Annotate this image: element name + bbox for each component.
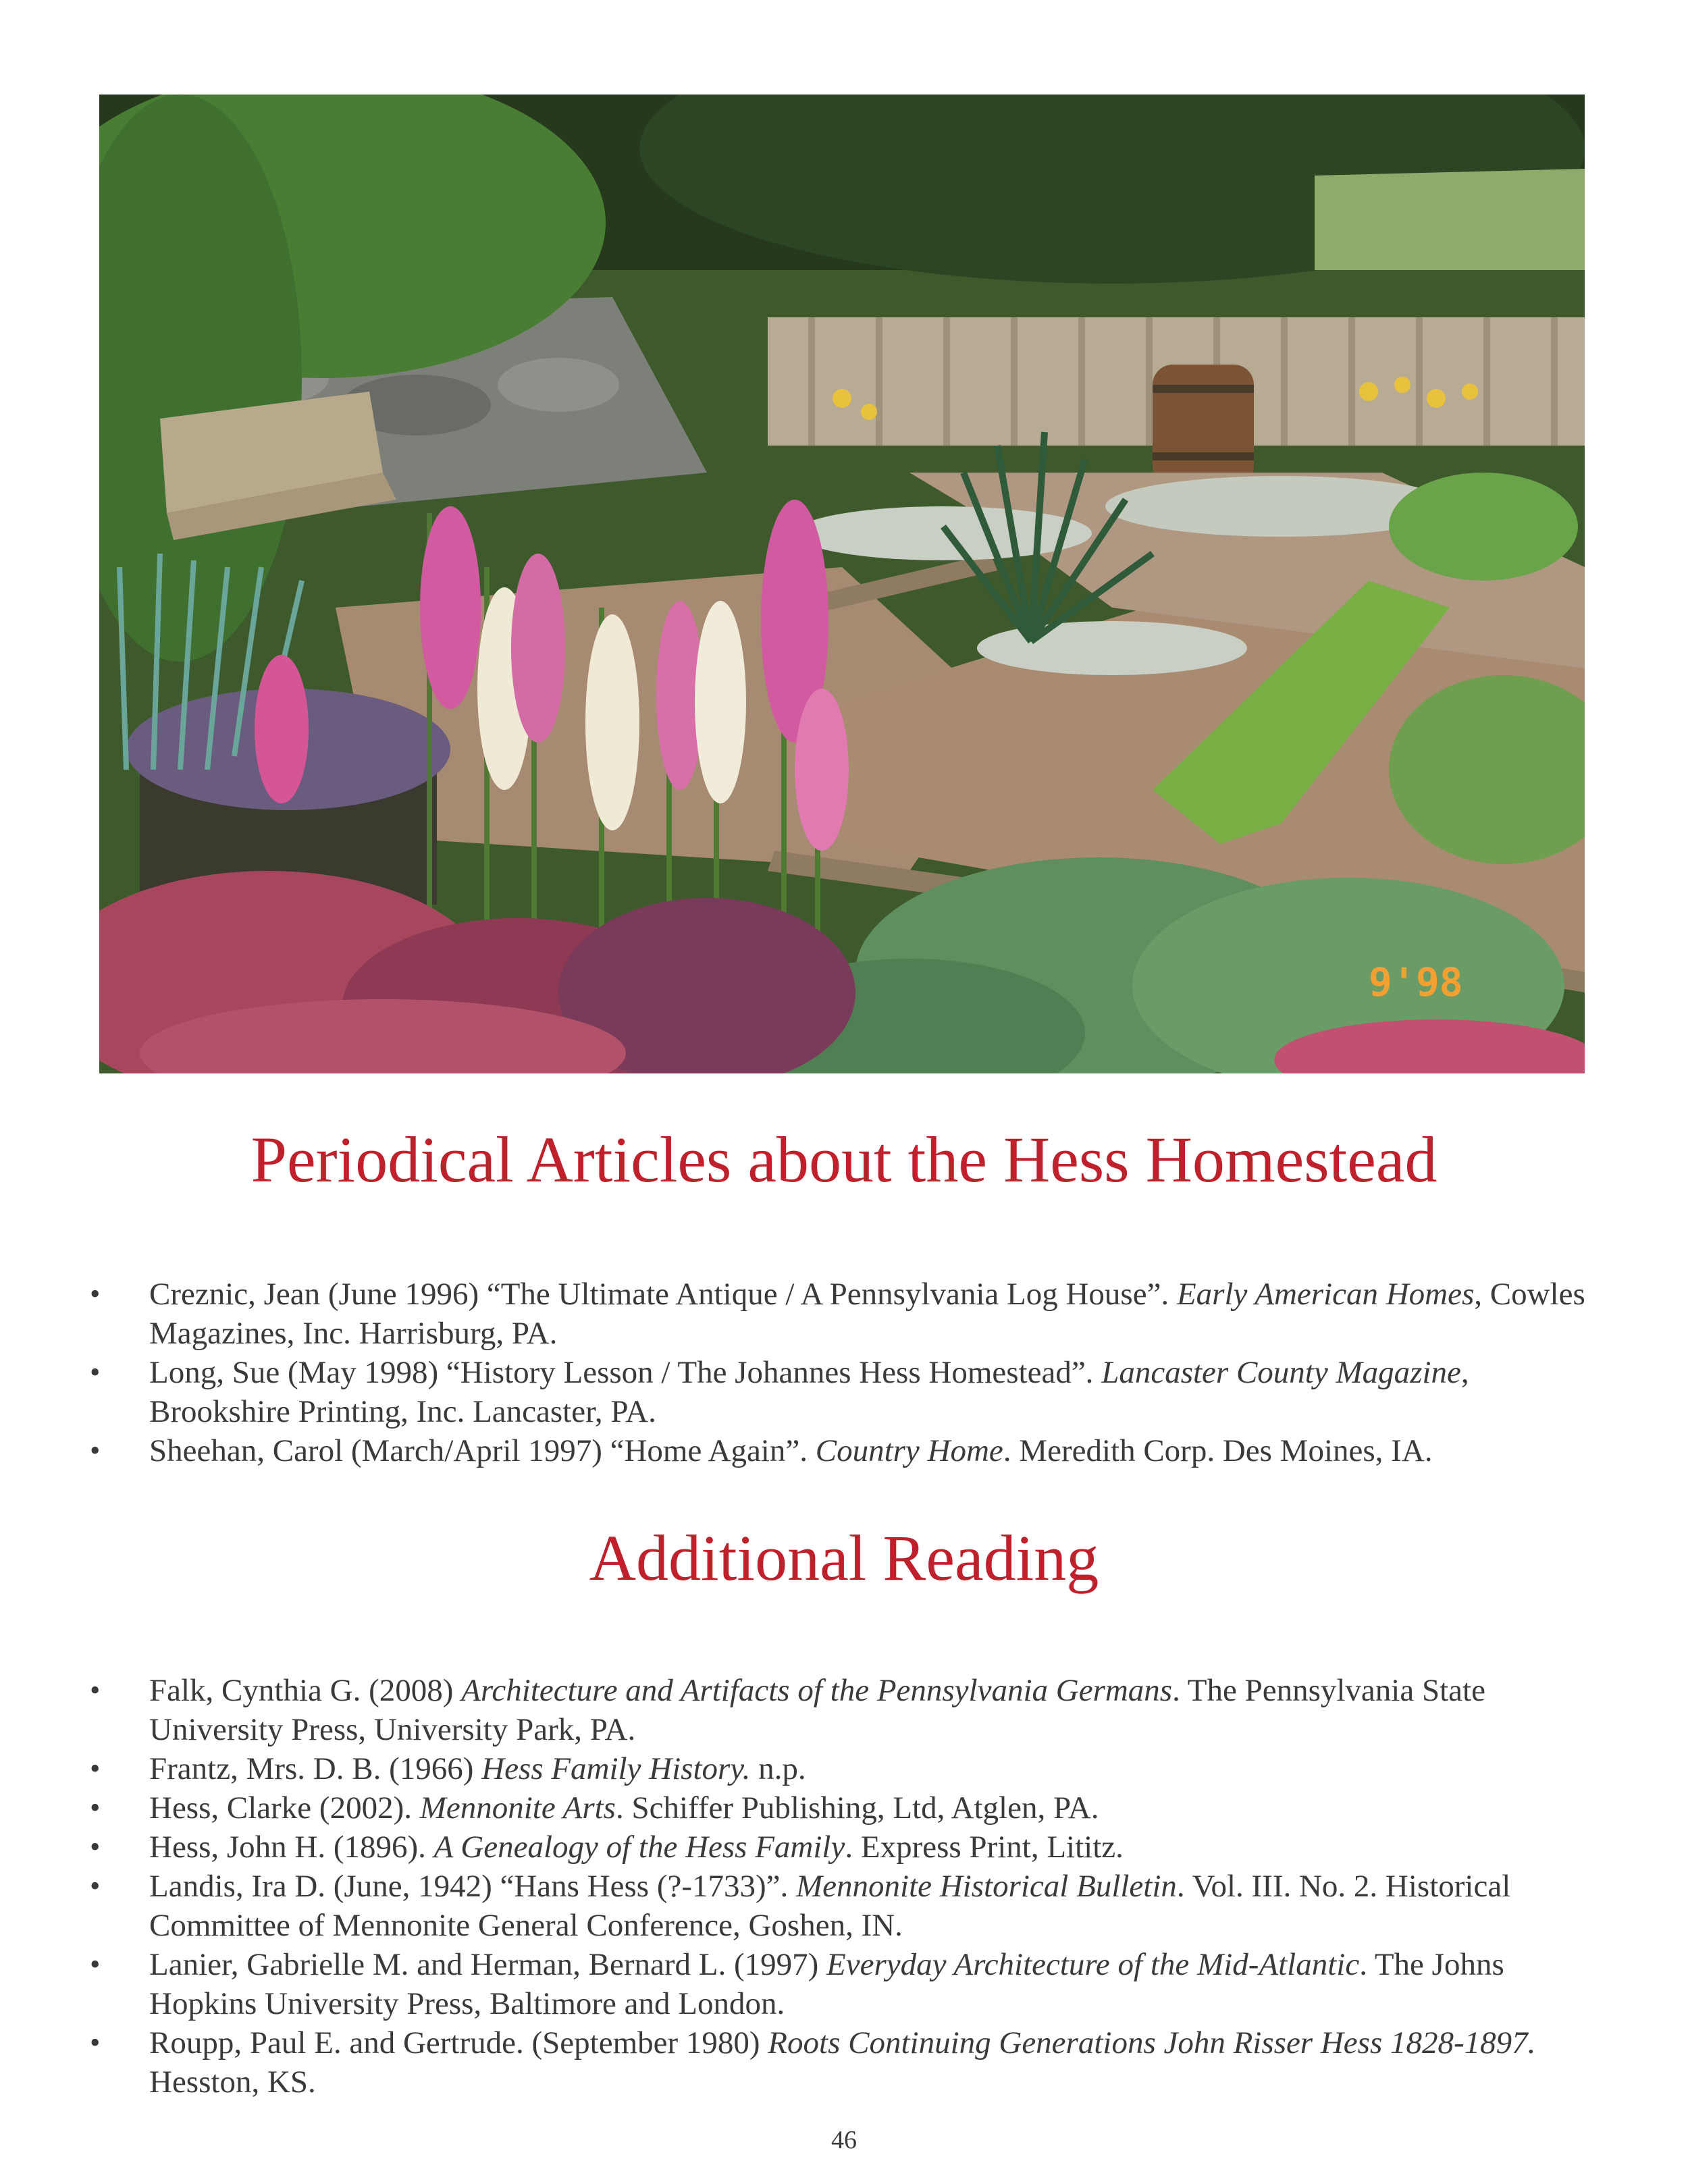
reference-author-and-date: Hess, Clarke (2002). [149, 1790, 420, 1826]
reference-publication-title: Lancaster County Magazine [1101, 1355, 1461, 1390]
reference-author-and-date: Roupp, Paul E. and Gertrude. (September 1980) [149, 2025, 768, 2060]
reference-publication-title: Architecture and Artifacts of the Pennsylvania Germans [461, 1673, 1173, 1708]
reference-publication-title: Mennonite Historical Bulletin [796, 1869, 1177, 1904]
reference-author-and-date: Lanier, Gabrielle M. and Herman, Bernard L. (1997) [149, 1947, 827, 1982]
reference-author-and-date: Hess, John H. (1896). [149, 1830, 434, 1865]
reference-item [0, 1828, 1688, 1867]
page-number: 46 [831, 2126, 857, 2154]
bullet-marker: • [90, 1752, 101, 1785]
bullet-marker: • [90, 1277, 101, 1310]
reference-publisher: . Vol. III. No. 2. Historical Committee of Mennonite General Conference, Goshen, IN. [149, 1869, 1511, 1943]
reference-publisher: . Express Print, Lititz. [845, 1830, 1124, 1865]
reference-item [0, 1945, 1688, 2023]
reference-publication-title: Roots Continuing Generations John Risser Hess 1828-1897. [768, 2025, 1536, 2060]
reference-publication-title: Hess Family History. [481, 1751, 751, 1786]
additional-reading-list [0, 1671, 1688, 2102]
reference-item [0, 1788, 1688, 1828]
reference-publisher: n.p. [750, 1751, 806, 1786]
garden-photo [99, 95, 1585, 1073]
reference-author-and-date: Landis, Ira D. (June, 1942) “Hans Hess (?-1733)”. [149, 1869, 796, 1904]
bullet-marker: • [90, 2026, 101, 2059]
reference-publisher: , Cowles Magazines, Inc. Harrisburg, PA. [149, 1277, 1585, 1351]
reference-publisher: . The Pennsylvania State University Press, University Park, PA. [149, 1673, 1485, 1747]
bullet-marker: • [90, 1356, 101, 1389]
periodicals-list [0, 1275, 1688, 1470]
reference-author-and-date: Frantz, Mrs. D. B. (1966) [149, 1751, 482, 1786]
reference-publisher: . The Johns Hopkins University Press, Baltimore and London. [149, 1947, 1504, 2021]
reference-item [0, 2023, 1688, 2102]
reference-publication-title: Country Home [815, 1433, 1003, 1468]
additional-reading-heading: Additional Reading [589, 1522, 1099, 1594]
reference-item [0, 1275, 1688, 1353]
reference-publisher: , Brookshire Printing, Inc. Lancaster, PA. [149, 1355, 1469, 1429]
garden-photo-illustration [99, 95, 1585, 1073]
bullet-marker: • [90, 1948, 101, 1981]
reference-publisher: . Meredith Corp. Des Moines, IA. [1003, 1433, 1433, 1468]
reference-publication-title: Everyday Architecture of the Mid-Atlantic [826, 1947, 1360, 1982]
reference-publisher: Hesston, KS. [149, 2065, 316, 2100]
reference-publication-title: Early American Homes [1176, 1277, 1475, 1312]
reference-publication-title: Mennonite Arts [419, 1790, 616, 1826]
reference-item [0, 1353, 1688, 1431]
bullet-marker: • [90, 1434, 101, 1467]
bullet-marker: • [90, 1791, 101, 1824]
reference-item [0, 1867, 1688, 1945]
reference-item [0, 1431, 1688, 1470]
reference-author-and-date: Falk, Cynthia G. (2008) [149, 1673, 462, 1708]
reference-author-and-date: Creznic, Jean (June 1996) “The Ultimate Antique / A Pennsylvania Log House”. [149, 1277, 1177, 1312]
periodicals-heading: Periodical Articles about the Hess Homestead [250, 1123, 1438, 1196]
bullet-marker: • [90, 1830, 101, 1863]
reference-publisher: . Schiffer Publishing, Ltd, Atglen, PA. [615, 1790, 1099, 1826]
reference-author-and-date: Long, Sue (May 1998) “History Lesson / The Johannes Hess Homestead”. [149, 1355, 1102, 1390]
photo-date-stamp: 9'98 [1369, 959, 1463, 1005]
reference-item [0, 1671, 1688, 1749]
reference-author-and-date: Sheehan, Carol (March/April 1997) “Home Again”. [149, 1433, 816, 1468]
bullet-marker: • [90, 1869, 101, 1902]
reference-item [0, 1749, 1688, 1788]
reference-publication-title: A Genealogy of the Hess Family [433, 1830, 845, 1865]
bullet-marker: • [90, 1674, 101, 1707]
